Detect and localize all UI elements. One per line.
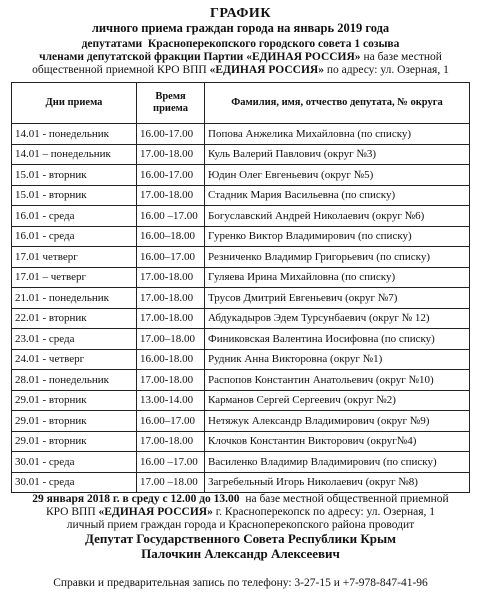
cell-time: 17.00-18.00 [137, 185, 205, 206]
cell-time: 16.00-17.00 [137, 165, 205, 186]
footer-party: «ЕДИНАЯ РОССИЯ» [98, 506, 213, 518]
table-row [12, 308, 470, 329]
cell-time: 16.00-17.00 [137, 124, 205, 145]
cell-time: 17.00-18.00 [137, 370, 205, 391]
cell-deputy: Гуляева Ирина Михайловна (по списку) [205, 267, 470, 288]
table-row [12, 165, 470, 186]
footer-address: г. Красноперекопск по адресу: ул. Озерная, 1 [215, 506, 436, 518]
table-row [12, 370, 470, 391]
table-row [12, 390, 470, 411]
cell-day: 28.01 - понедельник [12, 370, 137, 391]
cell-day: 14.01 - понедельник [12, 124, 137, 145]
cell-day: 16.01 - среда [12, 226, 137, 247]
table-row [12, 472, 470, 493]
cell-time: 17.00-18.00 [137, 144, 205, 165]
cell-time: 17.00 –18.00 [137, 472, 205, 493]
table-row [12, 144, 470, 165]
footer-line-2 [0, 506, 481, 519]
cell-day: 29.01 - вторник [12, 411, 137, 432]
cell-deputy: Куль Валерий Павлович (округ №3) [205, 144, 470, 165]
header-line-2-council: Красноперекопского городского совета 1 созыва [147, 38, 400, 50]
footer-line-2-a: КРО ВПП [45, 506, 96, 518]
cell-time: 16.00–18.00 [137, 226, 205, 247]
cell-day: 17.01 – четверг [12, 267, 137, 288]
cell-deputy: Попова Анжелика Михайловна (по списку) [205, 124, 470, 145]
cell-day: 21.01 - понедельник [12, 288, 137, 309]
header-line-3-bold: членами депутатской фракции Партии [39, 51, 244, 63]
table-row [12, 267, 470, 288]
footer-line-1-rest: на базе местной общественной приемной [245, 493, 449, 505]
cell-deputy: Юдин Олег Евгеньевич (округ №5) [205, 165, 470, 186]
cell-deputy: Рудник Анна Викторовна (округ №1) [205, 349, 470, 370]
table-row [12, 226, 470, 247]
column-header-days: Дни приема [12, 83, 137, 124]
cell-day: 17.01 четверг [12, 247, 137, 268]
cell-time: 17.00-18.00 [137, 288, 205, 309]
cell-deputy: Василенко Владимир Владимирович (по списку) [205, 452, 470, 473]
header-line-3-rest: на базе местной [363, 51, 442, 63]
table-row [12, 349, 470, 370]
header-line-3-party: «ЕДИНАЯ РОССИЯ» [246, 51, 361, 63]
cell-day: 29.01 - вторник [12, 390, 137, 411]
cell-day: 30.01 - среда [12, 472, 137, 493]
cell-time: 17.00–18.00 [137, 329, 205, 350]
cell-time: 13.00-14.00 [137, 390, 205, 411]
cell-time: 16.00 –17.00 [137, 452, 205, 473]
cell-deputy: Гуренко Виктор Владимирович (по списку) [205, 226, 470, 247]
cell-day: 23.01 - среда [12, 329, 137, 350]
header-line-3 [0, 51, 481, 64]
column-header-time: Время приема [137, 83, 205, 124]
table-row [12, 431, 470, 452]
table-row [12, 247, 470, 268]
document-title: ГРАФИК [210, 6, 271, 21]
table-row [12, 452, 470, 473]
cell-deputy: Трусов Дмитрий Евгеньевич (округ №7) [205, 288, 470, 309]
cell-day: 22.01 - вторник [12, 308, 137, 329]
table-row [12, 288, 470, 309]
cell-day: 24.01 - четверг [12, 349, 137, 370]
cell-time: 16.00–17.00 [137, 247, 205, 268]
cell-deputy: Загребельный Игорь Николаевич (округ №8) [205, 472, 470, 493]
cell-deputy: Распопов Константин Анатольевич (округ №10) [205, 370, 470, 391]
cell-deputy: Финиковская Валентина Иосифовна (по списку) [205, 329, 470, 350]
cell-deputy: Резниченко Владимир Григорьевич (по списку) [205, 247, 470, 268]
cell-day: 16.01 - среда [12, 206, 137, 227]
cell-deputy: Стадник Мария Васильевна (по списку) [205, 185, 470, 206]
cell-time: 17.00-18.00 [137, 308, 205, 329]
column-header-deputy: Фамилия, имя, отчество депутата, № округа [205, 83, 470, 124]
footer-deputy-title: Депутат Государственного Совета Республики Крым [85, 531, 396, 546]
footer-contact: Справки и предварительная запись по телефону: 3-27-15 и +7-978-847-41-96 [53, 577, 428, 589]
schedule-table [11, 82, 470, 493]
cell-deputy: Абдукадыров Эдем Турсунбаевич (округ № 12) [205, 308, 470, 329]
cell-day: 14.01 – понедельник [12, 144, 137, 165]
header-line-4-party: «ЕДИНАЯ РОССИЯ» [209, 64, 324, 76]
cell-time: 16.00-18.00 [137, 349, 205, 370]
header-line-4 [0, 64, 481, 77]
schedule-rows [12, 124, 470, 493]
cell-day: 30.01 - среда [12, 452, 137, 473]
header-line-2 [0, 38, 481, 51]
header-line-2-bold: депутатами [81, 38, 143, 50]
footer-line-3: личный прием граждан города и Красноперекопского района проводит [66, 519, 415, 531]
cell-deputy: Богуславский Андрей Николаевич (округ №6) [205, 206, 470, 227]
cell-deputy: Нетяжук Александр Владимирович (округ №9) [205, 411, 470, 432]
cell-deputy: Карманов Сергей Сергеевич (округ №2) [205, 390, 470, 411]
table-row [12, 124, 470, 145]
table-row [12, 206, 470, 227]
cell-deputy: Клочков Константин Викторович (округ№4) [205, 431, 470, 452]
cell-time: 16.00–17.00 [137, 411, 205, 432]
footer-deputy-name: Палочкин Александр Алексеевич [141, 546, 340, 561]
header-line-4-address: по адресу: ул. Озерная, 1 [326, 64, 449, 76]
cell-time: 17.00-18.00 [137, 431, 205, 452]
footer-line-1 [0, 493, 481, 506]
cell-time: 16.00 –17.00 [137, 206, 205, 227]
cell-day: 29.01 - вторник [12, 431, 137, 452]
table-header-row [12, 83, 470, 124]
table-row [12, 329, 470, 350]
table-row [12, 411, 470, 432]
footer-date: 29 января 2018 г. в среду с 12.00 до 13.00 [32, 493, 240, 505]
cell-day: 15.01 - вторник [12, 165, 137, 186]
cell-day: 15.01 - вторник [12, 185, 137, 206]
header-line-1: личного приема граждан города на январь 2019 года [91, 21, 390, 35]
table-row [12, 185, 470, 206]
cell-time: 17.00-18.00 [137, 267, 205, 288]
header-line-4-a: общественной приемной КРО ВПП [32, 64, 207, 76]
